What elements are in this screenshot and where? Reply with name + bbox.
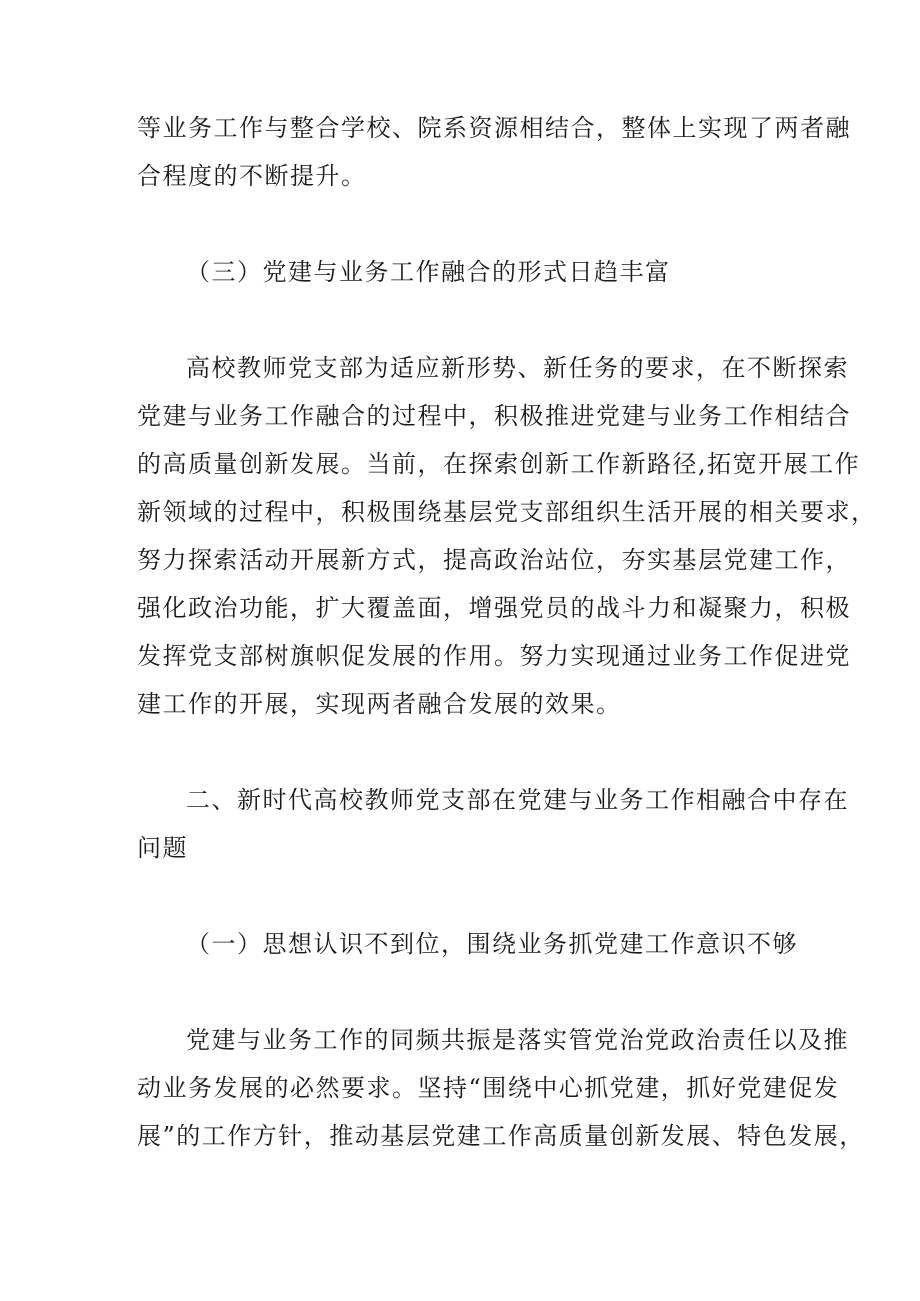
- paragraph-2-line-2: 党建与业务工作融合的过程中，积极推进党建与业务工作相结合: [137, 402, 851, 430]
- paragraph-2-line-8: 建工作的开展，实现两者融合发展的效果。: [137, 690, 622, 718]
- paragraph-2-line-5: 努力探索活动开展新方式，提高政治站位，夯实基层党建工作，: [137, 546, 851, 574]
- subheading-three: （三）党建与业务工作融合的形式日趋丰富: [186, 258, 671, 286]
- section-2-heading-line-1: 二、新时代高校教师党支部在党建与业务工作相融合中存在: [186, 786, 849, 814]
- paragraph-3-line-3: 展”的工作方针，推动基层党建工作高质量创新发展、特色发展，: [137, 1122, 865, 1150]
- paragraph-3-line-1: 党建与业务工作的同频共振是落实管党治党政治责任以及推: [186, 1026, 849, 1054]
- paragraph-1-line-2: 合程度的不断提升。: [137, 162, 367, 190]
- subheading-one: （一）思想认识不到位，围绕业务抓党建工作意识不够: [186, 930, 798, 958]
- paragraph-1-line-1: 等业务工作与整合学校、院系资源相结合，整体上实现了两者融: [137, 114, 851, 142]
- paragraph-3-line-2: 动业务发展的必然要求。坚持“围绕中心抓党建，抓好党建促发: [137, 1074, 840, 1102]
- section-2-heading-line-2: 问题: [137, 834, 188, 862]
- paragraph-2-line-1: 高校教师党支部为适应新形势、新任务的要求，在不断探索: [186, 354, 849, 382]
- paragraph-2-line-7: 发挥党支部树旗帜促发展的作用。努力实现通过业务工作促进党: [137, 642, 851, 670]
- paragraph-2-line-6: 强化政治功能，扩大覆盖面，增强党员的战斗力和凝聚力，积极: [137, 594, 851, 622]
- paragraph-2-line-4: 新领域的过程中，积极围绕基层党支部组织生活开展的相关要求，: [137, 498, 877, 526]
- paragraph-2-line-3: 的高质量创新发展。当前，在探索创新工作新路径,拓宽开展工作: [137, 450, 861, 478]
